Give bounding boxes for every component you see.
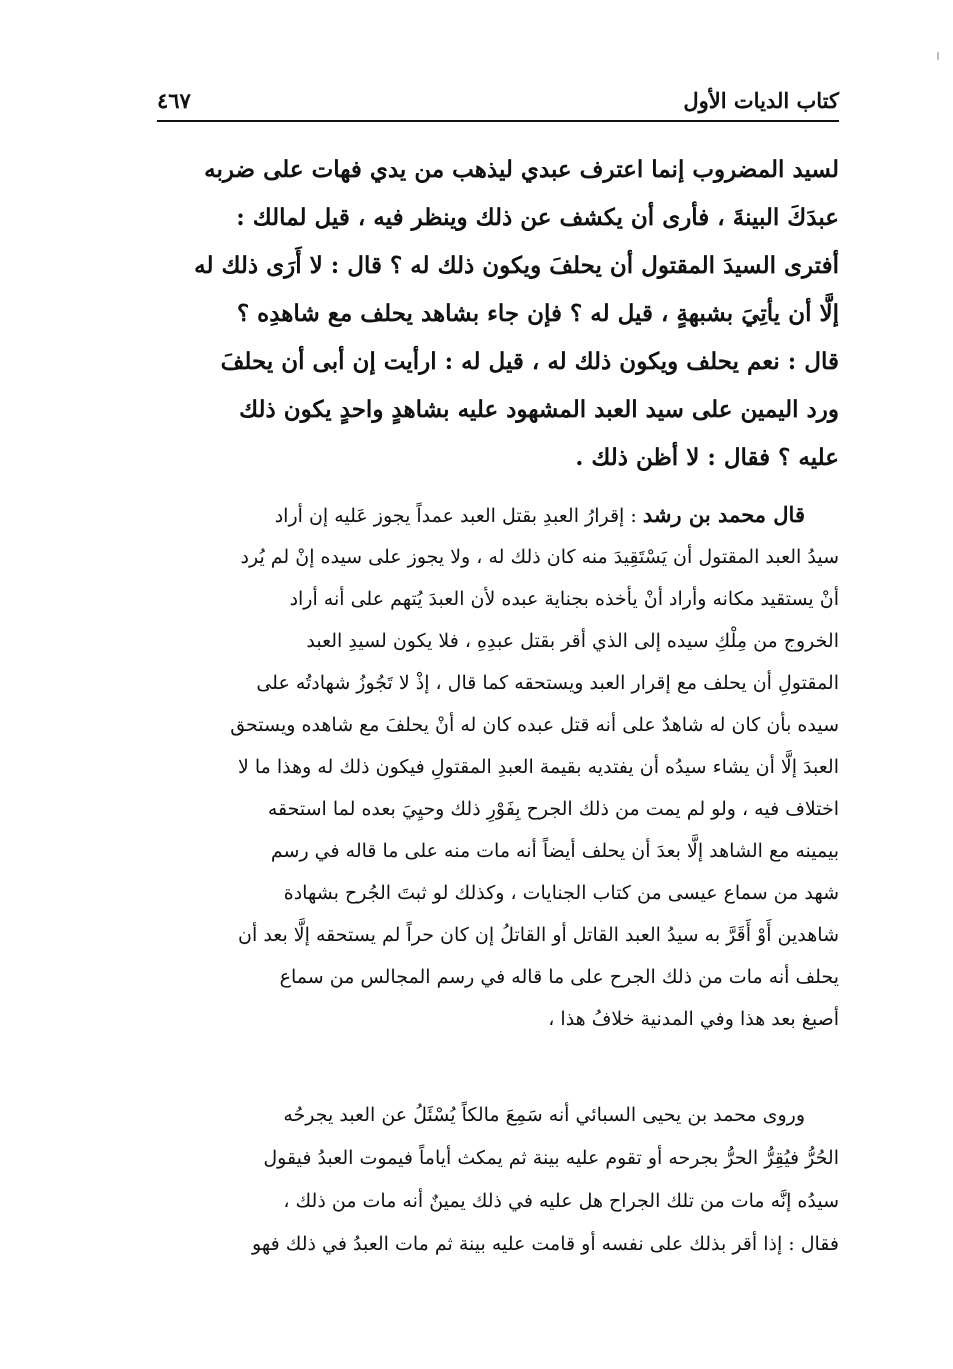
text-line: عليه ؟ فقال : لا أظن ذلك . [575,444,839,471]
text-line: اختلاف فيه ، ولو لم يمت من ذلك الجرح بِفَوْرِ ذلك وحيِيَ بعده لما استحقه [267,798,839,820]
text-line: أفترى السيدَ المقتول أن يحلفَ ويكون ذلك له ؟ قال : لا أَرَى ذلك له [194,252,839,279]
text-segment: : إقرارُ العبدِ بقتل العبد عمداً يجوز عَليه إن أراد [274,505,643,527]
author-name: قال محمد بن رشد [642,502,805,527]
paragraph-narration [157,1094,839,1266]
text-line: سيده بأن كان له شاهدٌ على أنه قتل عبده كان له أنْ يحلفَ مع شاهده ويستحق [230,714,839,736]
text-line: إلَّا أن يأتِيَ بشبهةٍ ، قيل له ؟ فإن جاء بشاهد يحلف مع شاهدِه ؟ [236,300,839,327]
text-line: ورد اليمين على سيد العبد المشهود عليه بشاهدٍ واحدٍ يكون ذلك [239,396,839,423]
text-line: عبدَكَ البينةَ ، فأرى أن يكشف عن ذلك وينظر فيه ، قيل لمالك : [236,204,839,231]
text-line: يحلف أنه مات من ذلك الجرح على ما قاله في رسم المجالس من سماع [279,966,839,988]
text-line: لسيد المضروب إنما اعترف عبدي ليذهب من يدي فهات على ضربه [204,156,839,183]
text-line: أصبغ بعد هذا وفي المدنية خلافُ هذا ، [548,1008,839,1030]
text-line: شهد من سماع عيسى من كتاب الجنايات ، وكذلك لو ثبتَ الجُرح بشهادة [283,882,839,904]
page-number: ٤٦٧ [157,88,191,113]
text-line: سيدُ العبد المقتول أن يَسْتَقِيدَ منه كان ذلك له ، ولا يجوز على سيده إنْ لم يُرد [240,546,839,568]
text-line: شاهدين أَوْ أَقَرَّ به سيدُ العبد القاتل أو القاتلُ إن كان حراً لم يستحقه إلَّا بعد أن [238,924,839,946]
text-line: المقتولِ أن يحلف مع إقرار العبد ويستحقه كما قال ، إذْ لا تَجُوزُ شهادتُه على [256,672,839,694]
paragraph-commentary [157,494,839,1040]
text-line: فقال : إذا أقر بذلك على نفسه أو قامت عليه بينة ثم مات العبدُ في ذلك فهو [252,1233,839,1255]
text-line: بيمينه مع الشاهد إلَّا بعدَ أن يحلف أيضاً أنه مات منه على ما قاله في رسم [270,840,839,862]
text-line: الخروج من مِلْكِ سيده إلى الذي أقر بقتل عبدِهِ ، فلا يكون لسيدِ العبد [306,630,839,652]
text-line: أنْ يستقيد مكانه وأراد أنْ يأخذه بجناية عبده لأن العبدَ يُتهم على أنه أراد [289,588,839,610]
page-header [157,82,839,122]
text-line: الحُرُّ فيُقِرُّ الحرُّ بجرحه أو تقوم عليه بينة ثم يمكث أياماً فيموت العبدُ فيقول [263,1147,839,1169]
text-line: قال : نعم يحلف ويكون ذلك له ، قيل له : ارأيت إن أبى أن يحلفَ [220,348,839,375]
margin-mark [937,52,939,60]
commentary-first-line [157,494,839,536]
running-title: كتاب الديات الأول [683,88,839,113]
text-line: سيدُه إنَّه مات من تلك الجراح هل عليه في ذلك يمينٌ أنه مات من ذلك ، [283,1190,839,1212]
text-line: العبدَ إلَّا أن يشاء سيدُه أن يفتديه بقيمة العبدِ المقتولِ فيكون ذلك له وهذا ما لا [237,756,839,778]
paragraph-question [157,146,839,482]
text-line: وروى محمد بن يحيى السبائي أنه سَمِعَ مالكاً يُسْئَلُ عن العبد يجرحُه [283,1104,805,1126]
